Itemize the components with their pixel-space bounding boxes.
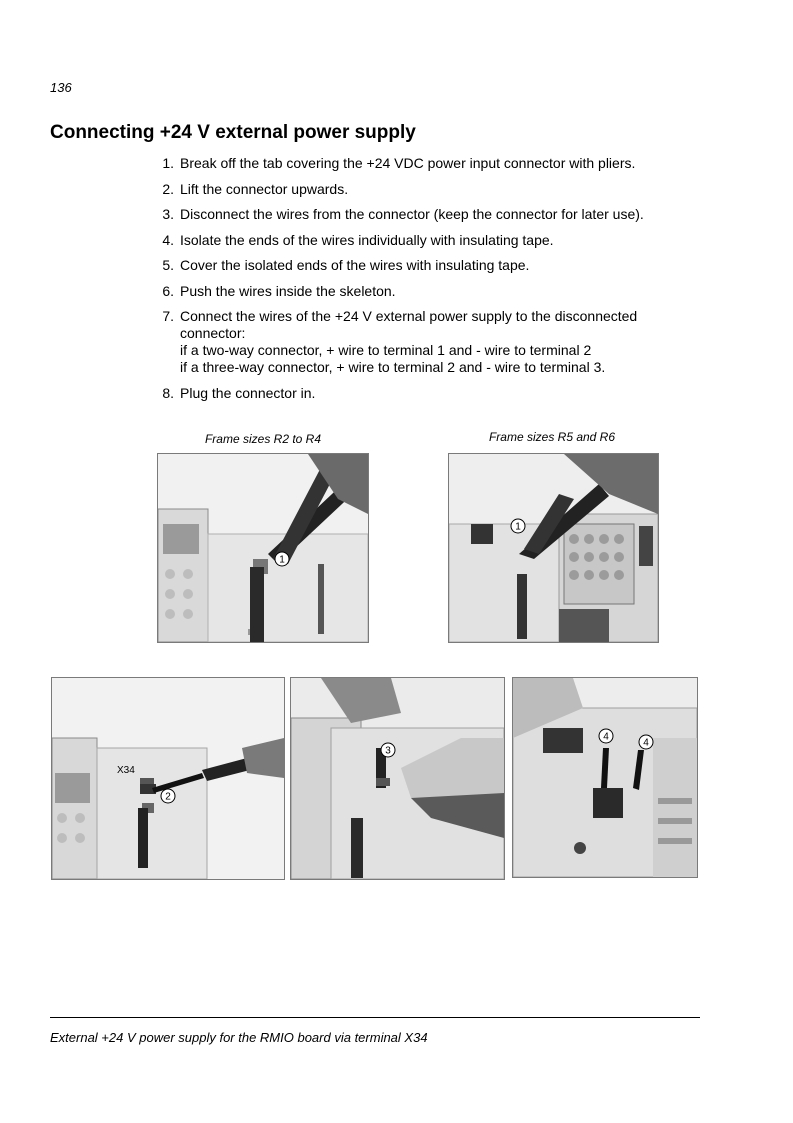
footer-rule	[50, 1017, 700, 1018]
step-number: 4.	[162, 231, 174, 248]
photo-x34-screwdriver	[51, 677, 285, 880]
step-line: if a three-way connector, + wire to terminal 2 and - wire to terminal 3.	[180, 359, 606, 375]
callout-1: 1	[515, 521, 521, 533]
step-line: if a two-way connector, + wire to terminal 1 and - wire to terminal 2	[180, 342, 592, 358]
step-number: 3.	[162, 206, 174, 222]
step-line: Lift the connector upwards.	[180, 180, 349, 197]
step-line: Break off the tab covering the +24 VDC power input connector with pliers.	[180, 155, 636, 171]
step-line: Push the wires inside the skeleton.	[180, 282, 396, 299]
step-item	[150, 257, 710, 274]
photo-r2-r4-pliers	[157, 453, 369, 643]
callout-2: 2	[165, 791, 171, 803]
step-text	[174, 385, 315, 402]
step-item	[150, 385, 710, 402]
callout-4b: 4	[643, 737, 649, 749]
step-line: Cover the isolated ends of the wires with insulating tape.	[180, 257, 530, 273]
step-text	[174, 181, 348, 198]
step-line: Isolate the ends of the wires individually with insulating tape.	[180, 231, 554, 248]
step-item	[150, 232, 710, 249]
figure-caption-r5-r6: Frame sizes R5 and R6	[488, 430, 616, 444]
page-number: 136	[50, 80, 72, 95]
step-text	[174, 206, 644, 223]
callout-3: 3	[385, 745, 391, 757]
step-text	[174, 283, 396, 300]
step-item	[150, 155, 710, 172]
step-number: 5.	[162, 257, 174, 273]
step-text	[174, 232, 554, 249]
photo-disconnect-wires	[290, 677, 505, 880]
photo-wires-skeleton	[512, 677, 698, 878]
x34-label: X34	[117, 765, 135, 776]
step-line: Plug the connector in.	[180, 384, 316, 401]
step-item	[150, 283, 710, 300]
section-title: Connecting +24 V external power supply	[50, 122, 416, 143]
step-number: 2.	[162, 180, 174, 197]
step-number: 1.	[162, 155, 174, 171]
step-item	[150, 308, 710, 376]
step-number: 7.	[162, 308, 174, 324]
step-item	[150, 181, 710, 198]
step-text	[174, 308, 637, 376]
callout-1: 1	[279, 554, 285, 566]
step-line: connector:	[180, 325, 246, 341]
step-text	[174, 257, 529, 274]
step-line: Connect the wires of the +24 V external power supply to the disconnected	[180, 308, 638, 324]
figure-caption-r2-r4: Frame sizes R2 to R4	[204, 432, 322, 446]
callout-4a: 4	[603, 731, 609, 743]
step-number: 6.	[162, 282, 174, 299]
footer-caption: External +24 V power supply for the RMIO board via terminal X34	[50, 1030, 428, 1045]
step-item	[150, 206, 710, 223]
step-text	[174, 155, 635, 172]
photo-r5-r6-pliers	[448, 453, 659, 643]
step-list	[150, 155, 710, 410]
step-line: Disconnect the wires from the connector (keep the connector for later use).	[180, 206, 644, 222]
step-number: 8.	[162, 384, 174, 401]
